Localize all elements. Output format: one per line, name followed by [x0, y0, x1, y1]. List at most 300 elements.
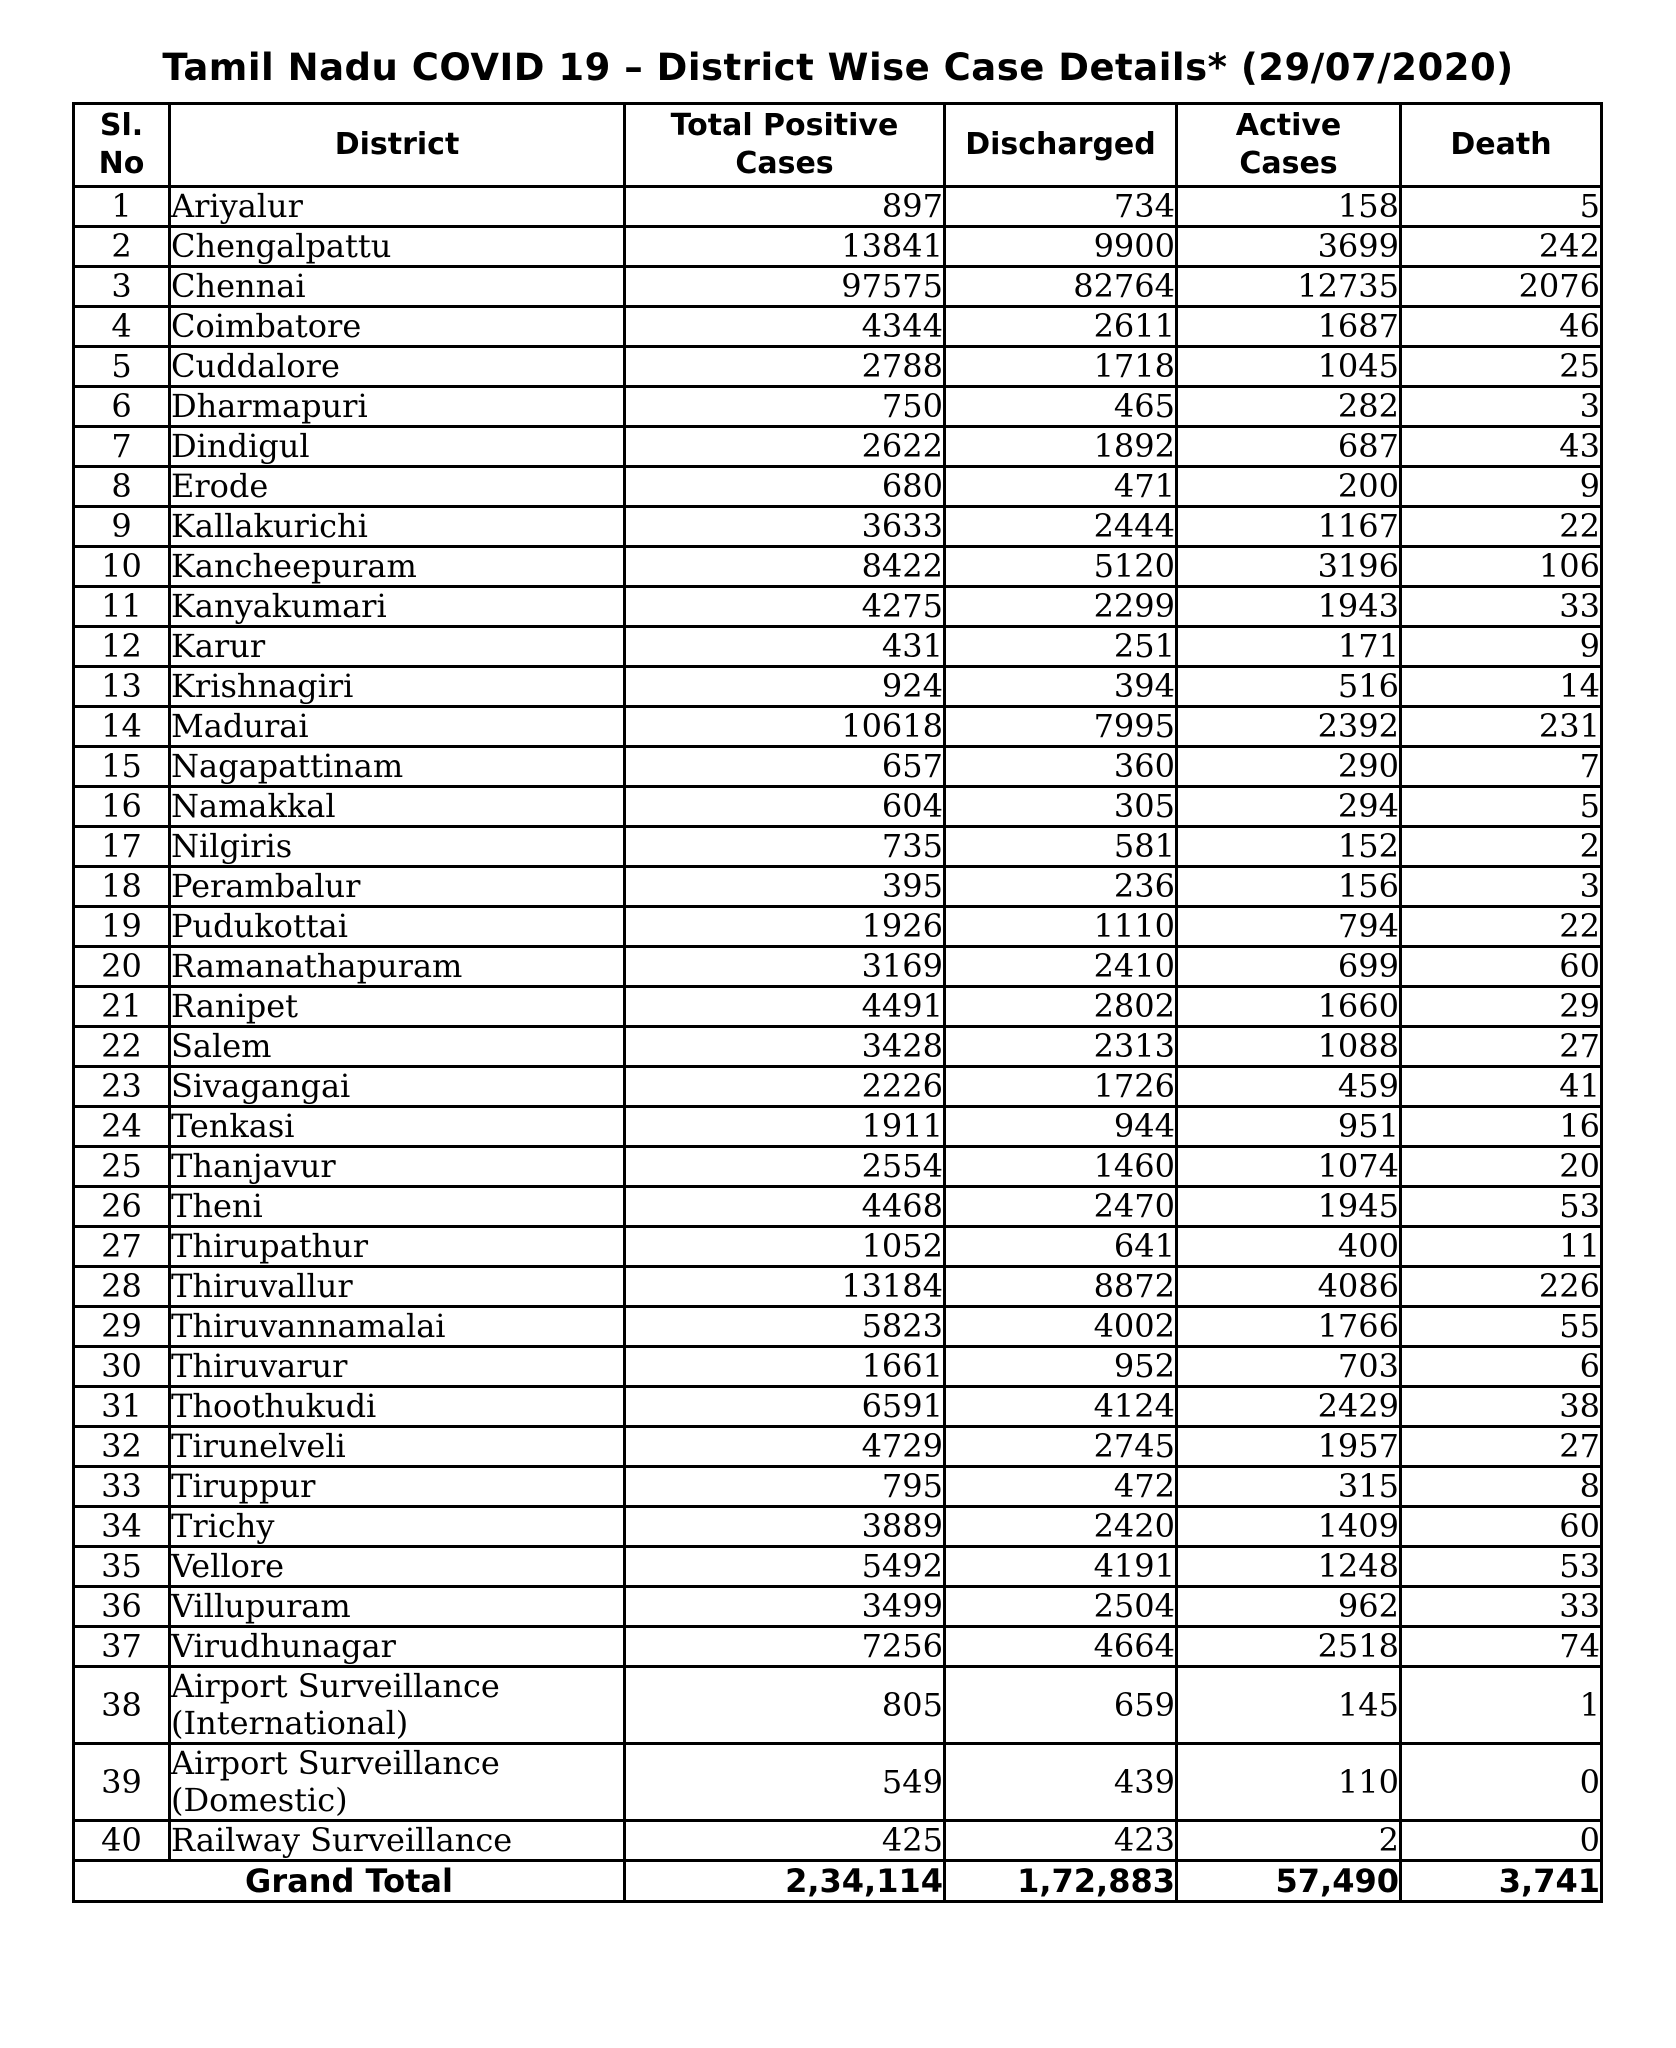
cell-death: 2 — [1401, 827, 1602, 867]
cell-active-cases: 2429 — [1177, 1387, 1401, 1427]
cell-active-cases: 158 — [1177, 187, 1401, 227]
cell-discharged: 2504 — [945, 1587, 1177, 1627]
cell-active-cases: 459 — [1177, 1067, 1401, 1107]
cell-active-cases: 294 — [1177, 787, 1401, 827]
cell-discharged: 472 — [945, 1467, 1177, 1507]
cell-death: 8 — [1401, 1467, 1602, 1507]
cell-sl-no: 16 — [74, 787, 170, 827]
cell-district — [170, 1667, 625, 1744]
cell-district: Theni — [170, 1187, 625, 1227]
cell-sl-no: 17 — [74, 827, 170, 867]
cell-total-positive-cases: 657 — [625, 747, 945, 787]
table-row — [74, 867, 1602, 907]
header-active-line2: Cases — [1239, 146, 1338, 181]
table-row — [74, 1821, 1602, 1861]
cell-active-cases: 951 — [1177, 1107, 1401, 1147]
cell-active-cases: 1957 — [1177, 1427, 1401, 1467]
cell-sl-no: 30 — [74, 1347, 170, 1387]
cell-discharged: 2802 — [945, 987, 1177, 1027]
district-name-line1: Airport Surveillance — [171, 1667, 500, 1705]
table-row — [74, 187, 1602, 227]
cell-district: Kallakurichi — [170, 507, 625, 547]
cell-discharged: 4664 — [945, 1627, 1177, 1667]
column-header-sl-no — [74, 104, 170, 187]
cell-active-cases: 1409 — [1177, 1507, 1401, 1547]
table-row — [74, 1027, 1602, 1067]
table-row — [74, 547, 1602, 587]
cell-active-cases: 962 — [1177, 1587, 1401, 1627]
cell-total-positive-cases: 97575 — [625, 267, 945, 307]
grand-total-active-cases: 57,490 — [1177, 1861, 1401, 1902]
cell-death: 14 — [1401, 667, 1602, 707]
cell-discharged: 952 — [945, 1347, 1177, 1387]
cell-active-cases: 1167 — [1177, 507, 1401, 547]
cell-district: Dindigul — [170, 427, 625, 467]
cell-discharged: 1726 — [945, 1067, 1177, 1107]
cell-sl-no: 13 — [74, 667, 170, 707]
cell-discharged: 360 — [945, 747, 1177, 787]
cell-discharged: 2299 — [945, 587, 1177, 627]
cell-total-positive-cases: 13184 — [625, 1267, 945, 1307]
cell-active-cases: 1660 — [1177, 987, 1401, 1027]
cell-sl-no: 28 — [74, 1267, 170, 1307]
cell-total-positive-cases: 1926 — [625, 907, 945, 947]
cell-death: 5 — [1401, 187, 1602, 227]
table-row — [74, 787, 1602, 827]
cell-district: Madurai — [170, 707, 625, 747]
cell-active-cases: 145 — [1177, 1667, 1401, 1744]
table-row — [74, 627, 1602, 667]
cell-sl-no: 21 — [74, 987, 170, 1027]
cell-district: Trichy — [170, 1507, 625, 1547]
table-row — [74, 467, 1602, 507]
cell-discharged: 5120 — [945, 547, 1177, 587]
grand-total-discharged: 1,72,883 — [945, 1861, 1177, 1902]
cell-sl-no: 18 — [74, 867, 170, 907]
cell-total-positive-cases: 3428 — [625, 1027, 945, 1067]
cell-district: Salem — [170, 1027, 625, 1067]
header-total-line2: Cases — [735, 146, 834, 181]
cell-discharged: 82764 — [945, 267, 1177, 307]
cell-sl-no: 8 — [74, 467, 170, 507]
cell-sl-no: 37 — [74, 1627, 170, 1667]
cell-discharged: 305 — [945, 787, 1177, 827]
cell-district: Dharmapuri — [170, 387, 625, 427]
cell-death: 22 — [1401, 907, 1602, 947]
cell-district: Thoothukudi — [170, 1387, 625, 1427]
cell-discharged: 1718 — [945, 347, 1177, 387]
district-name-line2: (International) — [171, 1704, 409, 1742]
cell-district: Thirupathur — [170, 1227, 625, 1267]
cell-sl-no: 10 — [74, 547, 170, 587]
table-row — [74, 1227, 1602, 1267]
cell-total-positive-cases: 750 — [625, 387, 945, 427]
table-row — [74, 507, 1602, 547]
cell-total-positive-cases: 4344 — [625, 307, 945, 347]
cell-death: 33 — [1401, 587, 1602, 627]
table-row — [74, 947, 1602, 987]
table-row — [74, 227, 1602, 267]
cell-sl-no: 2 — [74, 227, 170, 267]
cell-total-positive-cases: 604 — [625, 787, 945, 827]
cell-district: Erode — [170, 467, 625, 507]
cell-district — [170, 1744, 625, 1821]
table-row — [74, 1307, 1602, 1347]
cell-active-cases: 699 — [1177, 947, 1401, 987]
cell-sl-no: 35 — [74, 1547, 170, 1587]
grand-total-label: Grand Total — [74, 1861, 625, 1902]
cell-total-positive-cases: 3889 — [625, 1507, 945, 1547]
column-header-discharged: Discharged — [945, 104, 1177, 187]
column-header-total-positive-cases — [625, 104, 945, 187]
cell-discharged: 8872 — [945, 1267, 1177, 1307]
cell-total-positive-cases: 8422 — [625, 547, 945, 587]
header-active-line1: Active — [1235, 108, 1342, 143]
cell-sl-no: 38 — [74, 1667, 170, 1744]
cell-sl-no: 19 — [74, 907, 170, 947]
table-row — [74, 1467, 1602, 1507]
cell-district: Villupuram — [170, 1587, 625, 1627]
header-sl-line1: Sl. — [99, 108, 144, 143]
cell-death: 33 — [1401, 1587, 1602, 1627]
cell-total-positive-cases: 425 — [625, 1821, 945, 1861]
table-row — [74, 347, 1602, 387]
district-case-table — [72, 102, 1603, 1903]
cell-sl-no: 11 — [74, 587, 170, 627]
cell-active-cases: 1248 — [1177, 1547, 1401, 1587]
cell-total-positive-cases: 6591 — [625, 1387, 945, 1427]
cell-active-cases: 1943 — [1177, 587, 1401, 627]
table-row — [74, 1547, 1602, 1587]
table-row — [74, 1067, 1602, 1107]
cell-total-positive-cases: 13841 — [625, 227, 945, 267]
cell-total-positive-cases: 2554 — [625, 1147, 945, 1187]
cell-district: Chengalpattu — [170, 227, 625, 267]
cell-discharged: 2420 — [945, 1507, 1177, 1547]
cell-district: Nilgiris — [170, 827, 625, 867]
cell-death: 231 — [1401, 707, 1602, 747]
cell-death: 20 — [1401, 1147, 1602, 1187]
cell-discharged: 465 — [945, 387, 1177, 427]
cell-total-positive-cases: 3633 — [625, 507, 945, 547]
cell-death: 9 — [1401, 627, 1602, 667]
table-row — [74, 1387, 1602, 1427]
table-row — [74, 987, 1602, 1027]
cell-discharged: 439 — [945, 1744, 1177, 1821]
cell-discharged: 1110 — [945, 907, 1177, 947]
cell-total-positive-cases: 2622 — [625, 427, 945, 467]
grand-total-row — [74, 1861, 1602, 1902]
cell-death: 60 — [1401, 1507, 1602, 1547]
table-row — [74, 1627, 1602, 1667]
cell-discharged: 7995 — [945, 707, 1177, 747]
cell-death: 41 — [1401, 1067, 1602, 1107]
table-row — [74, 747, 1602, 787]
table-row — [74, 1187, 1602, 1227]
cell-death: 74 — [1401, 1627, 1602, 1667]
table-row — [74, 427, 1602, 467]
cell-district: Tiruppur — [170, 1467, 625, 1507]
cell-discharged: 2745 — [945, 1427, 1177, 1467]
column-header-active-cases — [1177, 104, 1401, 187]
cell-sl-no: 1 — [74, 187, 170, 227]
cell-total-positive-cases: 2788 — [625, 347, 945, 387]
cell-district: Vellore — [170, 1547, 625, 1587]
cell-sl-no: 6 — [74, 387, 170, 427]
cell-discharged: 394 — [945, 667, 1177, 707]
cell-district: Chennai — [170, 267, 625, 307]
column-header-district: District — [170, 104, 625, 187]
cell-sl-no: 22 — [74, 1027, 170, 1067]
cell-death: 29 — [1401, 987, 1602, 1027]
cell-sl-no: 4 — [74, 307, 170, 347]
cell-death: 0 — [1401, 1821, 1602, 1861]
cell-district: Sivagangai — [170, 1067, 625, 1107]
cell-total-positive-cases: 3499 — [625, 1587, 945, 1627]
cell-discharged: 1460 — [945, 1147, 1177, 1187]
header-total-line1: Total Positive — [670, 108, 899, 143]
cell-total-positive-cases: 395 — [625, 867, 945, 907]
cell-sl-no: 27 — [74, 1227, 170, 1267]
cell-district: Ramanathapuram — [170, 947, 625, 987]
cell-discharged: 4124 — [945, 1387, 1177, 1427]
cell-death: 38 — [1401, 1387, 1602, 1427]
cell-death: 242 — [1401, 227, 1602, 267]
cell-death: 226 — [1401, 1267, 1602, 1307]
cell-death: 53 — [1401, 1547, 1602, 1587]
cell-death: 9 — [1401, 467, 1602, 507]
cell-sl-no: 33 — [74, 1467, 170, 1507]
cell-district: Thanjavur — [170, 1147, 625, 1187]
cell-sl-no: 40 — [74, 1821, 170, 1861]
header-sl-line2: No — [98, 146, 145, 181]
cell-sl-no: 32 — [74, 1427, 170, 1467]
cell-sl-no: 34 — [74, 1507, 170, 1547]
cell-sl-no: 14 — [74, 707, 170, 747]
cell-death: 7 — [1401, 747, 1602, 787]
cell-total-positive-cases: 5823 — [625, 1307, 945, 1347]
cell-death: 106 — [1401, 547, 1602, 587]
cell-death: 27 — [1401, 1427, 1602, 1467]
cell-active-cases: 1687 — [1177, 307, 1401, 347]
cell-sl-no: 5 — [74, 347, 170, 387]
cell-total-positive-cases: 4468 — [625, 1187, 945, 1227]
table-row — [74, 1147, 1602, 1187]
cell-active-cases: 1074 — [1177, 1147, 1401, 1187]
cell-district: Coimbatore — [170, 307, 625, 347]
cell-total-positive-cases: 924 — [625, 667, 945, 707]
cell-active-cases: 516 — [1177, 667, 1401, 707]
cell-total-positive-cases: 7256 — [625, 1627, 945, 1667]
cell-active-cases: 794 — [1177, 907, 1401, 947]
cell-active-cases: 171 — [1177, 627, 1401, 667]
cell-total-positive-cases: 1052 — [625, 1227, 945, 1267]
cell-district: Krishnagiri — [170, 667, 625, 707]
cell-total-positive-cases: 795 — [625, 1467, 945, 1507]
cell-death: 55 — [1401, 1307, 1602, 1347]
cell-discharged: 2470 — [945, 1187, 1177, 1227]
table-row — [74, 1267, 1602, 1307]
cell-district: Thiruvarur — [170, 1347, 625, 1387]
cell-death: 1 — [1401, 1667, 1602, 1744]
cell-sl-no: 39 — [74, 1744, 170, 1821]
district-name-line2: (Domestic) — [171, 1781, 348, 1819]
cell-active-cases: 290 — [1177, 747, 1401, 787]
cell-total-positive-cases: 4275 — [625, 587, 945, 627]
table-row — [74, 307, 1602, 347]
cell-district: Ranipet — [170, 987, 625, 1027]
cell-sl-no: 31 — [74, 1387, 170, 1427]
cell-district: Nagapattinam — [170, 747, 625, 787]
cell-active-cases: 400 — [1177, 1227, 1401, 1267]
cell-active-cases: 703 — [1177, 1347, 1401, 1387]
table-row — [74, 827, 1602, 867]
cell-discharged: 734 — [945, 187, 1177, 227]
cell-active-cases: 2 — [1177, 1821, 1401, 1861]
cell-total-positive-cases: 1661 — [625, 1347, 945, 1387]
cell-total-positive-cases: 3169 — [625, 947, 945, 987]
cell-total-positive-cases: 805 — [625, 1667, 945, 1744]
cell-district: Tenkasi — [170, 1107, 625, 1147]
cell-active-cases: 12735 — [1177, 267, 1401, 307]
grand-total-death: 3,741 — [1401, 1861, 1602, 1902]
table-row — [74, 387, 1602, 427]
grand-total-positive-cases: 2,34,114 — [625, 1861, 945, 1902]
cell-district: Thiruvallur — [170, 1267, 625, 1307]
table-row — [74, 667, 1602, 707]
cell-active-cases: 2392 — [1177, 707, 1401, 747]
cell-total-positive-cases: 897 — [625, 187, 945, 227]
cell-active-cases: 1766 — [1177, 1307, 1401, 1347]
cell-active-cases: 152 — [1177, 827, 1401, 867]
cell-active-cases: 110 — [1177, 1744, 1401, 1821]
column-header-death: Death — [1401, 104, 1602, 187]
table-row — [74, 1427, 1602, 1467]
cell-total-positive-cases: 735 — [625, 827, 945, 867]
cell-sl-no: 12 — [74, 627, 170, 667]
cell-discharged: 641 — [945, 1227, 1177, 1267]
cell-district: Virudhunagar — [170, 1627, 625, 1667]
cell-death: 53 — [1401, 1187, 1602, 1227]
cell-discharged: 9900 — [945, 227, 1177, 267]
cell-active-cases: 1945 — [1177, 1187, 1401, 1227]
cell-discharged: 4191 — [945, 1547, 1177, 1587]
cell-discharged: 2410 — [945, 947, 1177, 987]
cell-active-cases: 156 — [1177, 867, 1401, 907]
table-row — [74, 1667, 1602, 1744]
cell-total-positive-cases: 4729 — [625, 1427, 945, 1467]
cell-death: 25 — [1401, 347, 1602, 387]
cell-discharged: 2444 — [945, 507, 1177, 547]
cell-district: Kancheepuram — [170, 547, 625, 587]
table-row — [74, 1507, 1602, 1547]
cell-sl-no: 3 — [74, 267, 170, 307]
table-row — [74, 587, 1602, 627]
cell-death: 3 — [1401, 387, 1602, 427]
cell-district: Kanyakumari — [170, 587, 625, 627]
cell-total-positive-cases: 431 — [625, 627, 945, 667]
cell-sl-no: 15 — [74, 747, 170, 787]
cell-total-positive-cases: 1911 — [625, 1107, 945, 1147]
cell-death: 2076 — [1401, 267, 1602, 307]
cell-active-cases: 3699 — [1177, 227, 1401, 267]
cell-discharged: 236 — [945, 867, 1177, 907]
cell-total-positive-cases: 10618 — [625, 707, 945, 747]
cell-district: Thiruvannamalai — [170, 1307, 625, 1347]
cell-total-positive-cases: 5492 — [625, 1547, 945, 1587]
cell-total-positive-cases: 680 — [625, 467, 945, 507]
cell-district: Namakkal — [170, 787, 625, 827]
cell-district: Karur — [170, 627, 625, 667]
table-body — [74, 187, 1602, 1861]
cell-sl-no: 29 — [74, 1307, 170, 1347]
cell-discharged: 1892 — [945, 427, 1177, 467]
cell-active-cases: 3196 — [1177, 547, 1401, 587]
cell-discharged: 423 — [945, 1821, 1177, 1861]
table-row — [74, 907, 1602, 947]
cell-death: 0 — [1401, 1744, 1602, 1821]
cell-sl-no: 20 — [74, 947, 170, 987]
cell-discharged: 944 — [945, 1107, 1177, 1147]
cell-sl-no: 24 — [74, 1107, 170, 1147]
cell-total-positive-cases: 2226 — [625, 1067, 945, 1107]
cell-discharged: 659 — [945, 1667, 1177, 1744]
cell-active-cases: 687 — [1177, 427, 1401, 467]
cell-discharged: 471 — [945, 467, 1177, 507]
cell-death: 3 — [1401, 867, 1602, 907]
cell-district: Cuddalore — [170, 347, 625, 387]
header-row — [74, 104, 1602, 187]
cell-active-cases: 1045 — [1177, 347, 1401, 387]
district-name-line1: Airport Surveillance — [171, 1744, 500, 1782]
cell-death: 5 — [1401, 787, 1602, 827]
cell-district: Railway Surveillance — [170, 1821, 625, 1861]
cell-sl-no: 36 — [74, 1587, 170, 1627]
cell-active-cases: 315 — [1177, 1467, 1401, 1507]
page-title: Tamil Nadu COVID 19 – District Wise Case Details* (29/07/2020) — [162, 46, 1514, 89]
cell-death: 6 — [1401, 1347, 1602, 1387]
table-row — [74, 1107, 1602, 1147]
cell-death: 43 — [1401, 427, 1602, 467]
cell-discharged: 2611 — [945, 307, 1177, 347]
cell-district: Tirunelveli — [170, 1427, 625, 1467]
table-row — [74, 1587, 1602, 1627]
cell-active-cases: 200 — [1177, 467, 1401, 507]
cell-discharged: 581 — [945, 827, 1177, 867]
table-row — [74, 707, 1602, 747]
cell-death: 16 — [1401, 1107, 1602, 1147]
table-row — [74, 1744, 1602, 1821]
cell-discharged: 2313 — [945, 1027, 1177, 1067]
cell-discharged: 251 — [945, 627, 1177, 667]
cell-death: 46 — [1401, 307, 1602, 347]
table-row — [74, 267, 1602, 307]
cell-active-cases: 2518 — [1177, 1627, 1401, 1667]
cell-sl-no: 9 — [74, 507, 170, 547]
cell-death: 60 — [1401, 947, 1602, 987]
cell-district: Perambalur — [170, 867, 625, 907]
cell-total-positive-cases: 4491 — [625, 987, 945, 1027]
cell-active-cases: 1088 — [1177, 1027, 1401, 1067]
cell-active-cases: 4086 — [1177, 1267, 1401, 1307]
cell-sl-no: 26 — [74, 1187, 170, 1227]
cell-active-cases: 282 — [1177, 387, 1401, 427]
cell-discharged: 4002 — [945, 1307, 1177, 1347]
cell-sl-no: 25 — [74, 1147, 170, 1187]
table-row — [74, 1347, 1602, 1387]
cell-total-positive-cases: 549 — [625, 1744, 945, 1821]
cell-sl-no: 7 — [74, 427, 170, 467]
